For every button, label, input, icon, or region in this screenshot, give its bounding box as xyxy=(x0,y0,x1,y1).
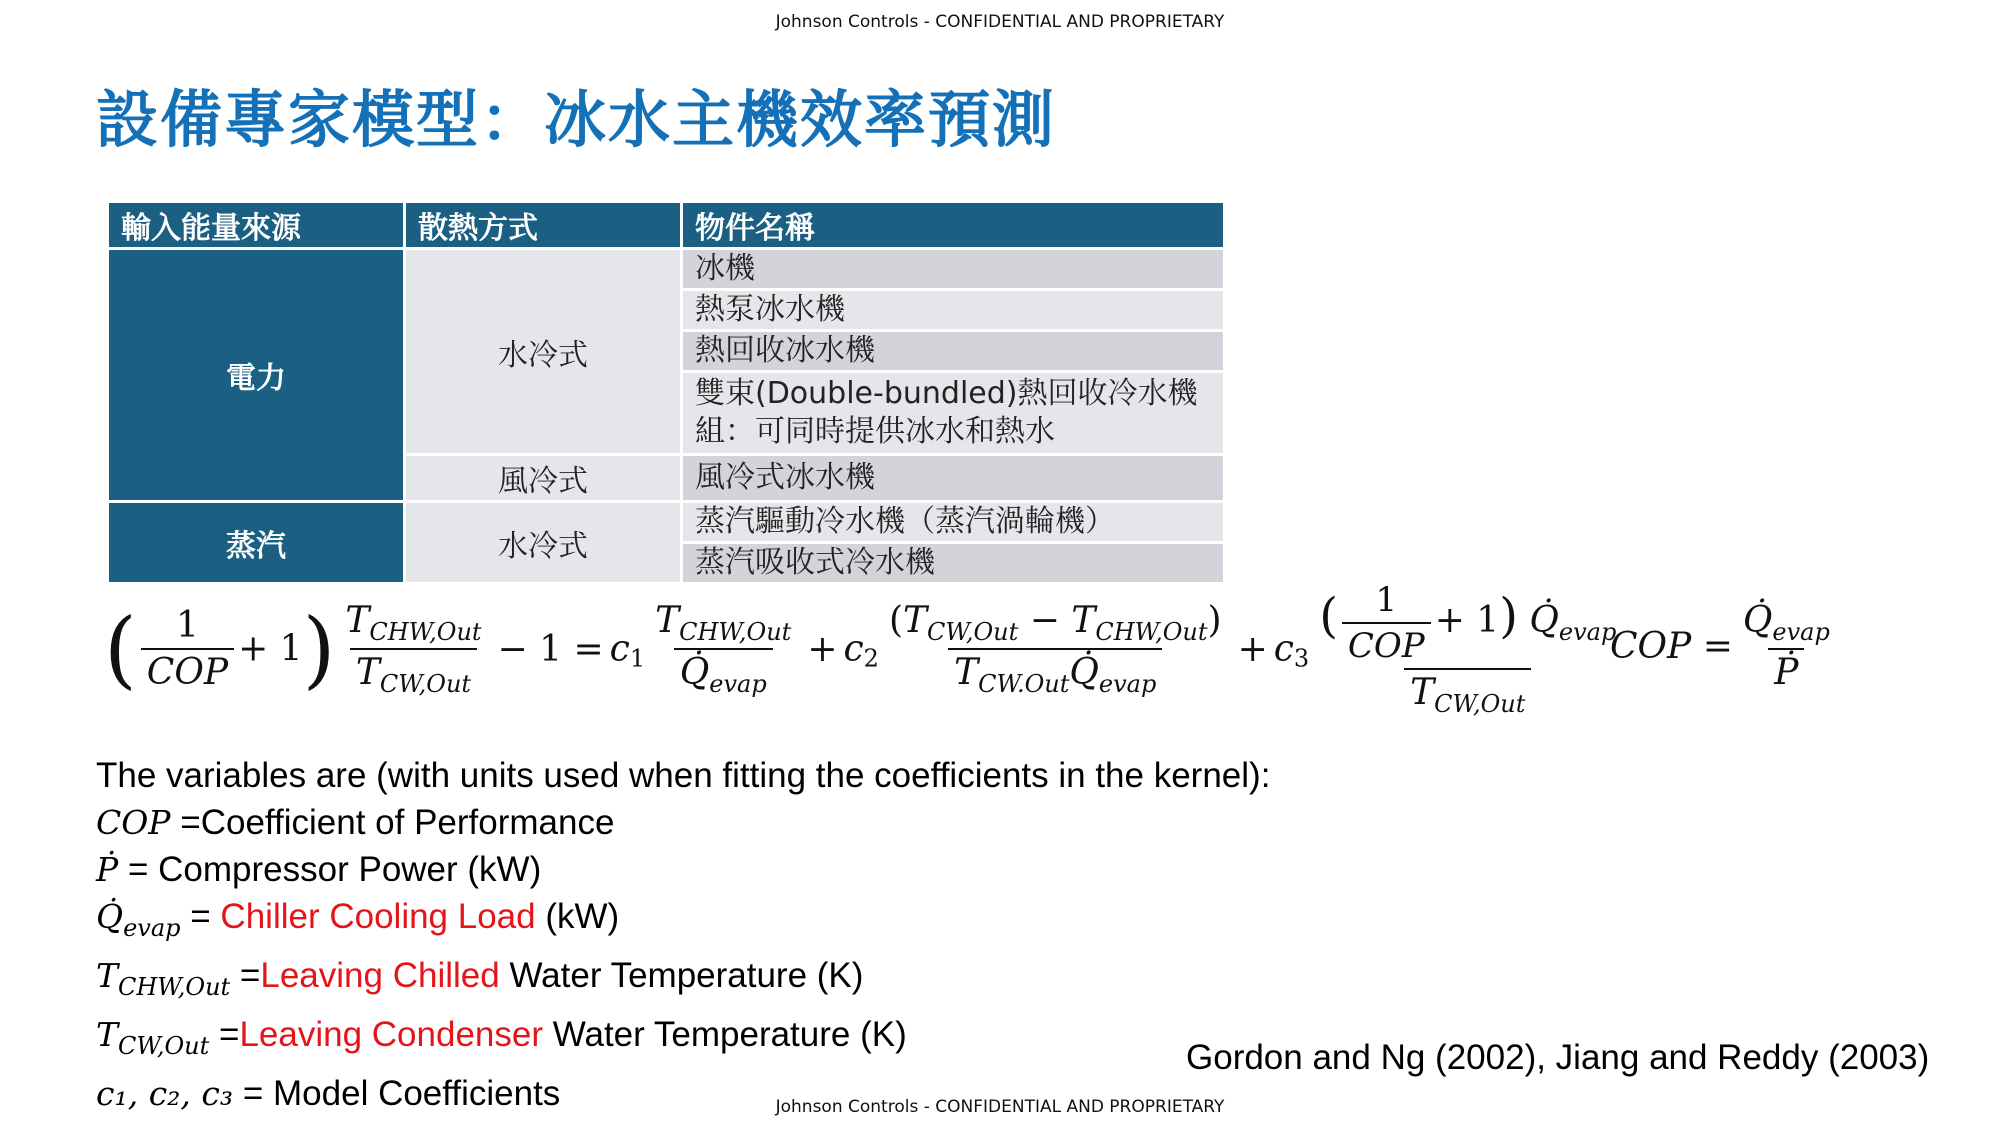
method-water-cooled: 水冷式 xyxy=(405,502,682,584)
citation: Gordon and Ng (2002), Jiang and Reddy (2003) xyxy=(1186,1038,1930,1077)
variables-list xyxy=(96,752,1270,1117)
chiller-model-equation: ( $\frac{1}{\text{COP}}$ + 1) $\frac{T_{CHW,Out}}{T_{CW,Out}}$ − $1 = c_1$ $\frac{T_{CHW,Out}}{Q̇_{evap}}$ + $c_2$ $\frac{(T_{CW,Out} - T_{CHW,Out})}{T_{CW.Out}Q̇_{evap}}$ + $c_3$ ( $\frac{1}{\text{COP}}$ + 1) $Q̇_{evap}$ $T_{CW,Out}$ xyxy=(104,580,1617,719)
method-water-cooled: 水冷式 xyxy=(405,249,682,455)
table-row xyxy=(108,502,1225,543)
variable-cop: COP =Coefficient of Performance xyxy=(96,803,615,842)
source-electric: 電力 xyxy=(108,249,405,502)
source-steam: 蒸汽 xyxy=(108,502,405,584)
variable-qevap: $Q̇_{evap}$ = Chiller Cooling Load (kW) xyxy=(96,897,620,942)
equipment-table xyxy=(106,200,1226,585)
confidential-header: Johnson Controls - CONFIDENTIAL AND PROPRIETARY xyxy=(775,12,1225,32)
variables-intro: The variables are (with units used when fitting the coefficients in the kernel): xyxy=(96,756,1271,795)
item-cell: 蒸汽驅動冷水機（蒸汽渦輪機） xyxy=(682,502,1225,543)
method-air-cooled: 風冷式 xyxy=(405,455,682,502)
header-object-name: 物件名稱 xyxy=(682,202,1225,249)
variable-power: Ṗ = Compressor Power (kW) xyxy=(96,850,542,889)
table-row xyxy=(108,249,1225,290)
item-cell: 風冷式冰水機 xyxy=(682,455,1225,502)
item-cell: 蒸汽吸收式冷水機 xyxy=(682,543,1225,584)
variable-coefficients: c₁, c₂, c₃ = Model Coefficients xyxy=(96,1074,561,1113)
cop-definition: COP = $\frac{Q̇_{evap}}{\text{Ṗ}}$ xyxy=(1610,600,1830,694)
variable-tchw: $T_{CHW,Out}$ =Leaving Chilled Water Temperature (K) xyxy=(96,956,864,1001)
item-cell: 熱回收冰水機 xyxy=(682,331,1225,372)
item-cell: 雙束(Double-bundled)熱回收冷水機組：可同時提供冰水和熱水 xyxy=(682,372,1225,455)
page-title: 設備專家模型：冰水主機效率預測 xyxy=(96,83,1057,156)
header-energy-source: 輸入能量來源 xyxy=(108,202,405,249)
header-cooling-method: 散熱方式 xyxy=(405,202,682,249)
item-cell: 冰機 xyxy=(682,249,1225,290)
confidential-footer: Johnson Controls - CONFIDENTIAL AND PROPRIETARY xyxy=(775,1097,1225,1117)
table-header-row xyxy=(108,202,1225,249)
variable-tcw: $T_{CW,Out}$ =Leaving Condenser Water Temperature (K) xyxy=(96,1015,907,1060)
item-cell: 熱泵冰水機 xyxy=(682,290,1225,331)
